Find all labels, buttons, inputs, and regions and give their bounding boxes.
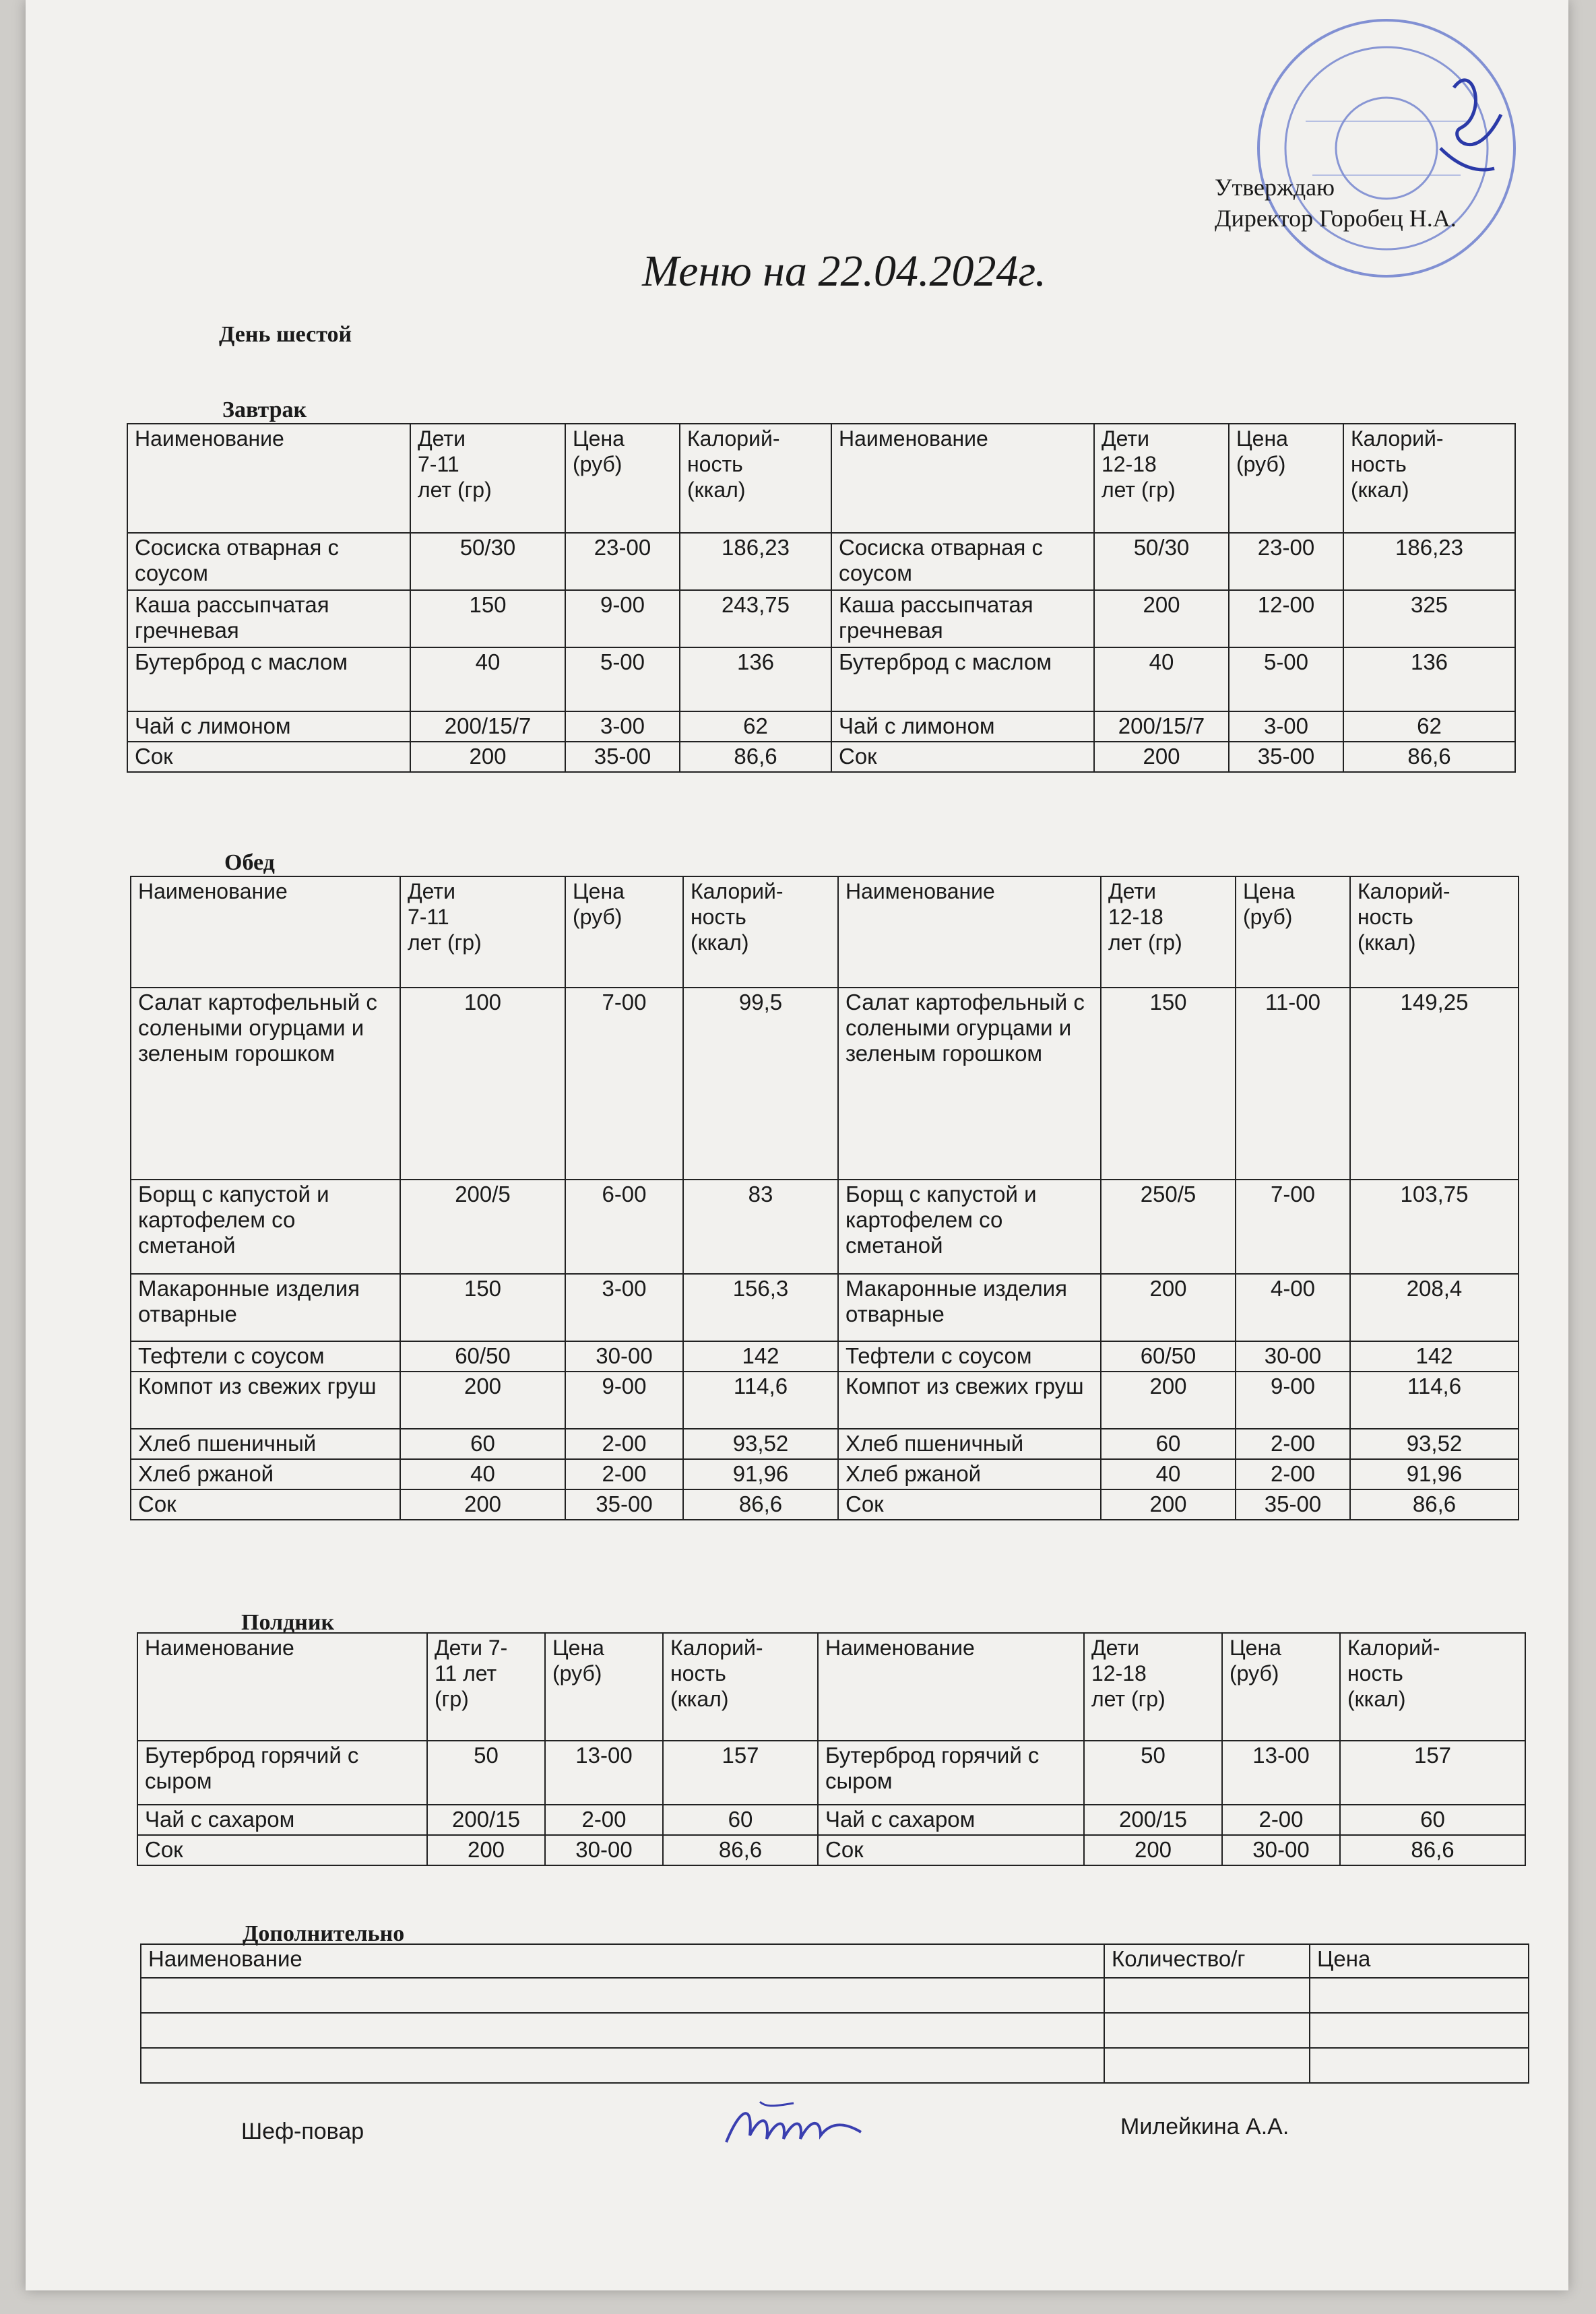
price-12-18: 13-00 <box>1222 1741 1340 1805</box>
portion-12-18: 200 <box>1094 590 1229 647</box>
dish-name-7-11: Хлеб пшеничный <box>131 1429 400 1459</box>
portion-7-11: 200 <box>427 1835 545 1865</box>
breakfast-table <box>127 423 1516 773</box>
dish-name-7-11: Чай с сахаром <box>137 1805 427 1835</box>
price-7-11: 35-00 <box>565 742 680 772</box>
header-price: Цена (руб) <box>1229 424 1343 533</box>
price-7-11: 2-00 <box>565 1429 683 1459</box>
portion-12-18: 50 <box>1084 1741 1222 1805</box>
calories-7-11: 86,6 <box>663 1835 818 1865</box>
header-name: Наименование <box>137 1633 427 1741</box>
dish-name-12-18: Сосиска отварная с соусом <box>831 533 1094 590</box>
breakfast-label: Завтрак <box>222 397 307 422</box>
dish-name-7-11: Компот из свежих груш <box>131 1372 400 1429</box>
price-7-11: 9-00 <box>565 590 680 647</box>
chef-name: Милейкина А.А. <box>1120 2114 1289 2140</box>
price-7-11: 3-00 <box>565 711 680 742</box>
portion-7-11: 150 <box>410 590 565 647</box>
price-7-11: 2-00 <box>565 1459 683 1489</box>
calories-7-11: 157 <box>663 1741 818 1805</box>
extra-empty-row <box>141 1978 1529 2013</box>
portion-12-18: 200/15/7 <box>1094 711 1229 742</box>
portion-7-11: 50/30 <box>410 533 565 590</box>
calories-7-11: 156,3 <box>683 1274 838 1341</box>
calories-12-18: 86,6 <box>1340 1835 1525 1865</box>
calories-12-18: 186,23 <box>1343 533 1515 590</box>
portion-7-11: 100 <box>400 988 565 1180</box>
breakfast-row <box>127 647 1515 711</box>
dish-name-12-18: Хлеб ржаной <box>838 1459 1101 1489</box>
price-7-11: 2-00 <box>545 1805 663 1835</box>
menu-sheet <box>26 0 1568 2290</box>
portion-12-18: 40 <box>1101 1459 1236 1489</box>
lunch-table <box>130 876 1519 1520</box>
header-calories: Калорий- ность (ккал) <box>663 1633 818 1741</box>
price-7-11: 5-00 <box>565 647 680 711</box>
lunch-row <box>131 988 1519 1180</box>
portion-12-18: 200 <box>1101 1274 1236 1341</box>
calories-12-18: 325 <box>1343 590 1515 647</box>
price-12-18: 2-00 <box>1222 1805 1340 1835</box>
portion-12-18: 200 <box>1084 1835 1222 1865</box>
dish-name-12-18: Макаронные изделия отварные <box>838 1274 1101 1341</box>
header-calories: Калорий- ность (ккал) <box>1350 876 1519 988</box>
calories-7-11: 142 <box>683 1341 838 1372</box>
calories-12-18: 93,52 <box>1350 1429 1519 1459</box>
approval-line-2: Директор Горобец Н.А. <box>1215 205 1457 232</box>
calories-7-11: 91,96 <box>683 1459 838 1489</box>
price-7-11: 30-00 <box>565 1341 683 1372</box>
price-12-18: 2-00 <box>1236 1459 1350 1489</box>
calories-12-18: 91,96 <box>1350 1459 1519 1489</box>
dish-name-7-11: Каша рассыпчатая гречневая <box>127 590 410 647</box>
calories-12-18: 60 <box>1340 1805 1525 1835</box>
breakfast-row <box>127 742 1515 772</box>
header-kids-7-11: Дети 7- 11 лет (гр) <box>427 1633 545 1741</box>
snack-row <box>137 1805 1525 1835</box>
approval-block <box>1215 172 1457 234</box>
portion-7-11: 200/15 <box>427 1805 545 1835</box>
calories-7-11: 93,52 <box>683 1429 838 1459</box>
dish-name-7-11: Бутерброд горячий с сыром <box>137 1741 427 1805</box>
chef-signature <box>720 2095 868 2156</box>
portion-7-11: 200 <box>400 1372 565 1429</box>
dish-name-7-11: Салат картофельный с солеными огурцами и зеленым горошком <box>131 988 400 1180</box>
dish-name-12-18: Хлеб пшеничный <box>838 1429 1101 1459</box>
calories-12-18: 149,25 <box>1350 988 1519 1180</box>
dish-name-7-11: Чай с лимоном <box>127 711 410 742</box>
portion-12-18: 200 <box>1101 1489 1236 1520</box>
header-kids-7-11: Дети 7-11 лет (гр) <box>410 424 565 533</box>
header-name: Наименование <box>831 424 1094 533</box>
calories-12-18: 208,4 <box>1350 1274 1519 1341</box>
extra-empty-row <box>141 2013 1529 2048</box>
header-price: Цена (руб) <box>565 424 680 533</box>
calories-7-11: 86,6 <box>683 1489 838 1520</box>
snack-table <box>137 1632 1526 1866</box>
dish-name-12-18: Каша рассыпчатая гречневая <box>831 590 1094 647</box>
lunch-row <box>131 1180 1519 1274</box>
dish-name-12-18: Бутерброд горячий с сыром <box>818 1741 1084 1805</box>
price-7-11: 30-00 <box>545 1835 663 1865</box>
header-price: Цена (руб) <box>545 1633 663 1741</box>
header-kids-7-11: Дети 7-11 лет (гр) <box>400 876 565 988</box>
portion-7-11: 40 <box>400 1459 565 1489</box>
price-12-18: 3-00 <box>1229 711 1343 742</box>
portion-12-18: 50/30 <box>1094 533 1229 590</box>
price-12-18: 23-00 <box>1229 533 1343 590</box>
lunch-row <box>131 1489 1519 1520</box>
header-kids-12-18: Дети 12-18 лет (гр) <box>1101 876 1236 988</box>
dish-name-7-11: Бутерброд с маслом <box>127 647 410 711</box>
portion-12-18: 60 <box>1101 1429 1236 1459</box>
price-12-18: 30-00 <box>1236 1341 1350 1372</box>
extra-header-price: Цена <box>1310 1944 1529 1978</box>
school-stamp <box>1252 13 1521 283</box>
portion-12-18: 250/5 <box>1101 1180 1236 1274</box>
extra-table <box>140 1943 1529 2084</box>
dish-name-12-18: Компот из свежих груш <box>838 1372 1101 1429</box>
price-7-11: 23-00 <box>565 533 680 590</box>
portion-12-18: 40 <box>1094 647 1229 711</box>
calories-12-18: 157 <box>1340 1741 1525 1805</box>
calories-12-18: 103,75 <box>1350 1180 1519 1274</box>
header-name: Наименование <box>838 876 1101 988</box>
dish-name-7-11: Сок <box>127 742 410 772</box>
price-7-11: 7-00 <box>565 988 683 1180</box>
price-12-18: 9-00 <box>1236 1372 1350 1429</box>
breakfast-row <box>127 711 1515 742</box>
header-calories: Калорий- ность (ккал) <box>680 424 831 533</box>
lunch-label: Обед <box>224 850 275 875</box>
extra-header-qty: Количество/г <box>1104 1944 1310 1978</box>
calories-12-18: 86,6 <box>1343 742 1515 772</box>
header-kids-12-18: Дети 12-18 лет (гр) <box>1084 1633 1222 1741</box>
header-price: Цена (руб) <box>565 876 683 988</box>
snack-row <box>137 1835 1525 1865</box>
calories-12-18: 136 <box>1343 647 1515 711</box>
calories-7-11: 60 <box>663 1805 818 1835</box>
price-12-18: 4-00 <box>1236 1274 1350 1341</box>
dish-name-12-18: Борщ с капустой и картофелем со сметаной <box>838 1180 1101 1274</box>
price-12-18: 35-00 <box>1236 1489 1350 1520</box>
snack-label: Полдник <box>241 1610 335 1635</box>
dish-name-7-11: Борщ с капустой и картофелем со сметаной <box>131 1180 400 1274</box>
breakfast-row <box>127 590 1515 647</box>
price-7-11: 6-00 <box>565 1180 683 1274</box>
dish-name-12-18: Сок <box>838 1489 1101 1520</box>
price-12-18: 11-00 <box>1236 988 1350 1180</box>
dish-name-12-18: Салат картофельный с солеными огурцами и зеленым горошком <box>838 988 1101 1180</box>
dish-name-7-11: Макаронные изделия отварные <box>131 1274 400 1341</box>
header-calories: Калорий- ность (ккал) <box>1340 1633 1525 1741</box>
calories-7-11: 83 <box>683 1180 838 1274</box>
header-kids-12-18: Дети 12-18 лет (гр) <box>1094 424 1229 533</box>
portion-7-11: 60/50 <box>400 1341 565 1372</box>
dish-name-12-18: Бутерброд с маслом <box>831 647 1094 711</box>
portion-12-18: 150 <box>1101 988 1236 1180</box>
portion-12-18: 200 <box>1094 742 1229 772</box>
portion-12-18: 200 <box>1101 1372 1236 1429</box>
portion-7-11: 200/15/7 <box>410 711 565 742</box>
lunch-row <box>131 1341 1519 1372</box>
day-label: День шестой <box>219 322 352 347</box>
dish-name-12-18: Чай с лимоном <box>831 711 1094 742</box>
dish-name-12-18: Сок <box>831 742 1094 772</box>
header-name: Наименование <box>131 876 400 988</box>
header-calories: Калорий- ность (ккал) <box>683 876 838 988</box>
dish-name-7-11: Сок <box>137 1835 427 1865</box>
header-name: Наименование <box>127 424 410 533</box>
header-price: Цена (руб) <box>1222 1633 1340 1741</box>
breakfast-row <box>127 533 1515 590</box>
lunch-row <box>131 1372 1519 1429</box>
dish-name-7-11: Тефтели с соусом <box>131 1341 400 1372</box>
calories-7-11: 136 <box>680 647 831 711</box>
portion-12-18: 200/15 <box>1084 1805 1222 1835</box>
dish-name-12-18: Сок <box>818 1835 1084 1865</box>
extra-label: Дополнительно <box>243 1921 405 1946</box>
chef-label: Шеф-повар <box>241 2119 364 2144</box>
approval-line-1: Утверждаю <box>1215 174 1335 201</box>
calories-7-11: 62 <box>680 711 831 742</box>
price-12-18: 7-00 <box>1236 1180 1350 1274</box>
calories-12-18: 62 <box>1343 711 1515 742</box>
header-calories: Калорий- ность (ккал) <box>1343 424 1515 533</box>
dish-name-7-11: Сок <box>131 1489 400 1520</box>
price-12-18: 35-00 <box>1229 742 1343 772</box>
lunch-row <box>131 1459 1519 1489</box>
header-name: Наименование <box>818 1633 1084 1741</box>
price-7-11: 3-00 <box>565 1274 683 1341</box>
calories-7-11: 86,6 <box>680 742 831 772</box>
dish-name-12-18: Чай с сахаром <box>818 1805 1084 1835</box>
calories-12-18: 86,6 <box>1350 1489 1519 1520</box>
portion-7-11: 50 <box>427 1741 545 1805</box>
extra-header-name: Наименование <box>141 1944 1104 1978</box>
page-title: Меню на 22.04.2024г. <box>642 247 1046 296</box>
snack-row <box>137 1741 1525 1805</box>
portion-7-11: 150 <box>400 1274 565 1341</box>
portion-12-18: 60/50 <box>1101 1341 1236 1372</box>
calories-12-18: 142 <box>1350 1341 1519 1372</box>
dish-name-12-18: Тефтели с соусом <box>838 1341 1101 1372</box>
dish-name-7-11: Сосиска отварная с соусом <box>127 533 410 590</box>
calories-7-11: 186,23 <box>680 533 831 590</box>
calories-7-11: 99,5 <box>683 988 838 1180</box>
dish-name-7-11: Хлеб ржаной <box>131 1459 400 1489</box>
price-12-18: 2-00 <box>1236 1429 1350 1459</box>
price-12-18: 12-00 <box>1229 590 1343 647</box>
portion-7-11: 200 <box>400 1489 565 1520</box>
calories-7-11: 243,75 <box>680 590 831 647</box>
header-price: Цена (руб) <box>1236 876 1350 988</box>
calories-7-11: 114,6 <box>683 1372 838 1429</box>
price-12-18: 5-00 <box>1229 647 1343 711</box>
lunch-row <box>131 1429 1519 1459</box>
extra-empty-row <box>141 2048 1529 2083</box>
portion-7-11: 200/5 <box>400 1180 565 1274</box>
price-7-11: 9-00 <box>565 1372 683 1429</box>
price-12-18: 30-00 <box>1222 1835 1340 1865</box>
price-7-11: 13-00 <box>545 1741 663 1805</box>
portion-7-11: 40 <box>410 647 565 711</box>
price-7-11: 35-00 <box>565 1489 683 1520</box>
lunch-row <box>131 1274 1519 1341</box>
portion-7-11: 60 <box>400 1429 565 1459</box>
calories-12-18: 114,6 <box>1350 1372 1519 1429</box>
portion-7-11: 200 <box>410 742 565 772</box>
